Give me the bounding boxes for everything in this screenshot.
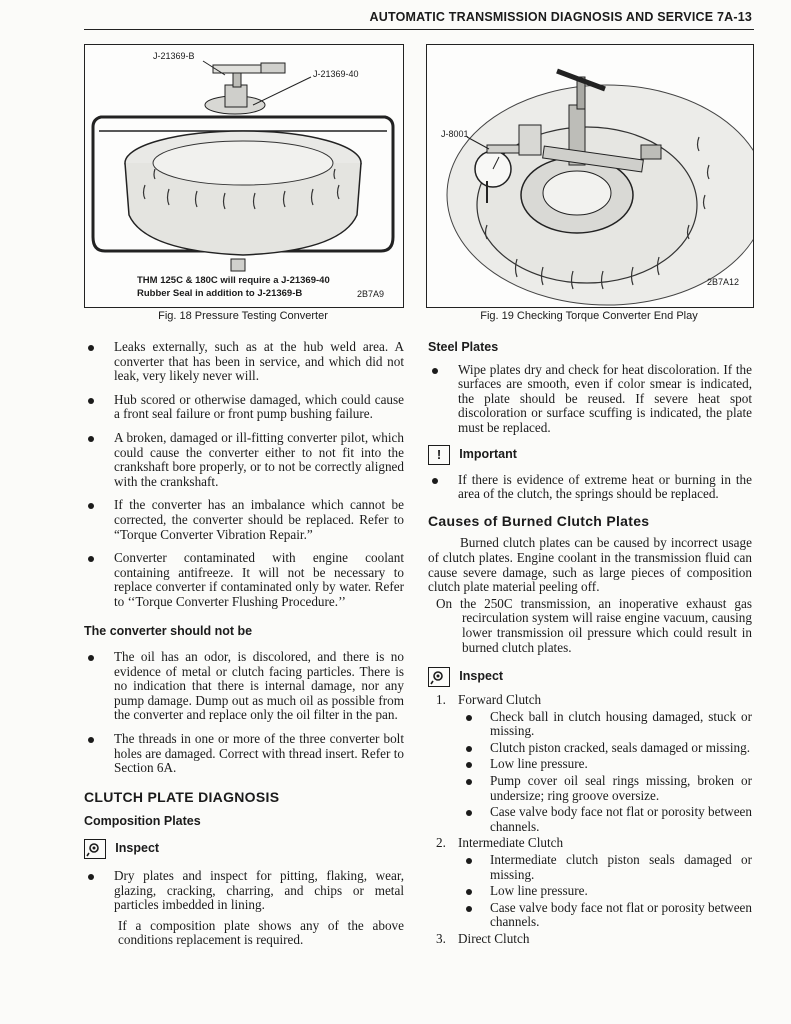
list-item: Intermediate clutch piston seals damaged or missing. [458,853,752,882]
bullet-icon [88,556,94,562]
sub-list [428,853,752,930]
bullet-icon [466,906,472,912]
end-play-check-illustration [427,45,753,307]
bullet-icon [466,889,472,895]
bullet-icon [466,779,472,785]
list-item: Wipe plates dry and check for heat discoloration. If the surfaces are smooth, even if color smear is indicated, the plate should be reused. If severe heat spot discoloration or surface scuffing is indicated, the plate must be replaced. [428,363,752,436]
composition-plates-heading: Composition Plates [84,814,201,829]
bullet-icon [88,655,94,661]
sub-list [428,710,752,835]
list-item: 2. Intermediate Clutch [436,835,564,851]
inspect-label-row [84,839,404,859]
figure-19-caption: Fig. 19 Checking Torque Converter End Play [480,310,698,322]
figure-18-caption: Fig. 18 Pressure Testing Converter [158,310,328,322]
bullet-icon [88,436,94,442]
causes-paragraph-1: Burned clutch plates can be caused by incorrect usage of clutch plates. Engine coolant in the transmission fluid can cause severe damage, such as large pieces of composition clutch plate material peeling off. [428,535,752,595]
bullet-icon [466,762,472,768]
list-item: A broken, damaged or ill-fitting converter pilot, which could cause the converter either to not fit into the crankshaft bore properly, or to not be correctly aligned with the crankshaft. [84,431,404,489]
composition-paragraph: If a composition plate shows any of the above conditions replacement is required. [118,917,404,948]
bullet-icon [466,746,472,752]
clutch-plate-diagnosis-heading: CLUTCH PLATE DIAGNOSIS [84,788,280,805]
list-item: Converter contaminated with engine coolant containing antifreeze. It will not be necessary to replace converter if contaminated only by water. Refer to ‘‘Torque Converter Flushing Procedure.’’ [84,551,404,609]
list-item: The threads in one or more of the three converter bolt holes are damaged. Correct with thread insert. Refer to Section 6A. [84,732,404,776]
inspect-label: Inspect [115,841,160,856]
tool-label-j2136940: J-21369-40 [313,69,359,79]
bullet-icon [88,398,94,404]
left-column [84,340,404,948]
list-item: 3. Direct Clutch [436,931,530,946]
list-item: 1. Forward Clutch [436,692,542,708]
magnifier-icon [428,667,450,687]
list-item: Low line pressure. [458,757,752,772]
figure-18-note-line2: Rubber Seal in addition to J-21369-B [137,288,303,299]
list-item: If there is evidence of extreme heat or burning in the area of the clutch, the springs should be replaced. [428,473,752,502]
list-item: The oil has an odor, is discolored, and there is no evidence of metal or clutch facing particles. There is no indication that there is internal damage, nor any pump damage. Dump out as much oil as possible from the converter and replace only the oil filter in the pan. [84,650,404,723]
figure-19-code: 2B7A12 [707,277,740,287]
tool-label-j21369b: J-21369-B [153,51,195,61]
bullet-icon [88,345,94,351]
list-item: Check ball in clutch housing damaged, stuck or missing. [458,710,752,739]
converter-not-be-heading: The converter should not be [84,623,253,638]
bullet-icon [466,715,472,721]
causes-heading: Causes of Burned Clutch Plates [428,512,650,529]
inspect-label: Inspect [459,669,504,684]
list-item: Leaks externally, such as at the hub weld area. A converter that has been in service, and which did not leak, very likely never will. [84,340,404,384]
list-item: If the converter has an imbalance which cannot be corrected, the converter should be replaced. Refer to “Torque Converter Vibration Repair.” [84,498,404,542]
list-item: Hub scored or otherwise damaged, which could cause a front seal failure or front pump bushing failure. [84,393,404,422]
inspect-label-row [428,667,752,687]
figure-19-frame [426,44,754,308]
important-label: Important [459,446,517,461]
warning-icon: ! [428,445,450,465]
figure-18-frame [84,44,404,308]
bullet-icon [466,858,472,864]
bullet-icon [88,737,94,743]
steel-plates-heading: Steel Plates [428,340,499,354]
bullet-icon [432,478,438,484]
header-rule [84,29,754,30]
figure-18-code: 2B7A9 [357,289,385,299]
tool-label-j8001: J-8001 [441,129,469,139]
list-item: Low line pressure. [458,884,752,899]
causes-paragraph-2: On the 250C transmission, an inoperative exhaust gas recirculation system will raise engine vacuum, causing lower transmission oil pressure which could result in burned clutch plates. [436,595,752,655]
list-item: Pump cover oil seal rings missing, broken or undersize; ring groove oversize. [458,774,752,803]
bullet-icon [88,874,94,880]
figure-18-note-line1: THM 125C & 180C will require a J-21369-40 [137,275,330,286]
bullet-icon [88,503,94,509]
list-item: Dry plates and inspect for pitting, flaking, wear, glazing, cracking, charring, and chips or metal particles imbedded in lining. [84,869,404,913]
bullet-icon [466,810,472,816]
bullet-icon [432,368,438,374]
page-header: AUTOMATIC TRANSMISSION DIAGNOSIS AND SERVICE 7A-13 [369,10,752,24]
list-item: Clutch piston cracked, seals damaged or missing. [458,741,752,756]
magnifier-icon [84,839,106,859]
important-label-row [428,445,752,465]
list-item: Case valve body face not flat or porosity between channels. [458,901,752,930]
right-column [428,340,752,949]
list-item: Case valve body face not flat or porosity between channels. [458,805,752,834]
converter-pressure-test-illustration [85,45,403,307]
